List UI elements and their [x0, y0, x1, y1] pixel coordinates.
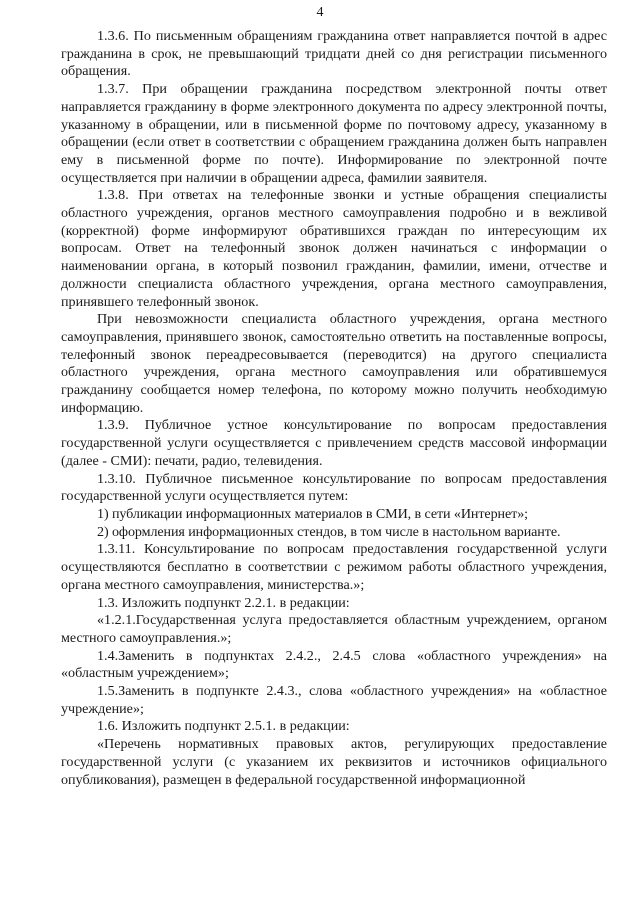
paragraph-amend-1-4: 1.4.Заменить в подпунктах 2.4.2., 2.4.5 слова «областного учреждения» на «областным учреждением»; [61, 647, 607, 682]
paragraph-1-3-10: 1.3.10. Публичное письменное консультирование по вопросам предоставления государственной услуги осуществляется путем: [61, 470, 607, 505]
paragraph-amend-1-3: 1.3. Изложить подпункт 2.2.1. в редакции: [97, 594, 350, 611]
paragraph-1-3-9: 1.3.9. Публичное устное консультирование по вопросам предоставления государственной услуги осуществляется с привлечением средств массовой информации (далее - СМИ): печати, радио, телевидения. [61, 417, 607, 469]
list-item-2: 2) оформления информационных стендов, в том числе в настольном варианте. [97, 523, 561, 540]
paragraph-quote-legal-acts: «Перечень нормативных правовых актов, регулирующих предоставление государственной услуги (с указанием их реквизитов и источников официального опубликования), размещен в федеральной государственной информационной [61, 736, 607, 788]
document-body [61, 28, 607, 789]
paragraph-quote-1-2-1: «1.2.1.Государственная услуга предоставляется областным учреждением, органом местного самоуправления.»; [61, 612, 607, 646]
paragraph-1-3-8: 1.3.8. При ответах на телефонные звонки и устные обращения специалисты областного учреждения, органов местного самоуправления подробно и в вежливой (корректной) форме информируют обратившихся граждан по интересующим их вопросам. Ответ на телефонный звонок должен начинаться с информации о наименовании органа, в который позвонил гражданин, фамилии, имени, отчестве и должности специалиста областного учреждения, органа местного самоуправления, принявшего телефонный звонок. [61, 187, 607, 310]
paragraph-amend-1-5: 1.5.Заменить в подпункте 2.4.3., слова «областного учреждения» на «областное учреждение»; [61, 683, 607, 717]
paragraph-1-3-7: 1.3.7. При обращении гражданина посредством электронной почты ответ направляется гражданину в форме электронного документа по адресу электронной почты, указанному в обращении, или в письменной форме по почтовому адресу, указанному в обращении (если ответ в соответствии с обращением гражданина должен быть направлен ему в письменной форме по почте). Информирование по электронной почте осуществляется при наличии в обращении адреса, фамилии заявителя. [61, 81, 607, 186]
paragraph-amend-1-6: 1.6. Изложить подпункт 2.5.1. в редакции: [97, 718, 350, 735]
paragraph-1-3-6: 1.3.6. По письменным обращениям гражданина ответ направляется почтой в адрес гражданина в срок, не превышающий тридцати дней со дня регистрации письменного обращения. [61, 28, 607, 80]
paragraph-1-3-11: 1.3.11. Консультирование по вопросам предоставления государственной услуги осуществляются бесплатно в соответствии с режимом работы областного учреждения, органа местного самоуправления, министерства.»; [61, 541, 607, 593]
paragraph-phone-redirect: При невозможности специалиста областного учреждения, органа местного самоуправления, принявшего звонок, самостоятельно ответить на поставленные вопросы, телефонный звонок переадресовывается (переводится) на другого специалиста областного учреждения, органа местного самоуправления или обратившемуся гражданину сообщается номер телефона, по которому можно получить необходимую информацию. [61, 311, 607, 416]
page-number: 4 [316, 5, 324, 20]
list-item-1: 1) публикации информационных материалов в СМИ, в сети «Интернет»; [97, 505, 528, 522]
